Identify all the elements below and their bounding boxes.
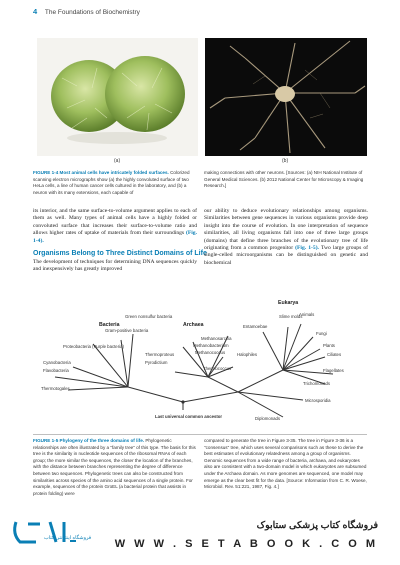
root-node <box>181 400 184 403</box>
body-right-text-1: our ability to deduce evolutionary relationships among organisms. Similarities between gene sequences in various organisms provide deep insight into the course of evolution. In one interpretation of sequence similarities, all living organisms fall into one of three large groups (domains) that define three branches of the evolutionary tree of life originating from a common progenitor <box>204 208 368 252</box>
domain-label-bacteria: Bacteria <box>99 322 120 328</box>
taxon-proteobacteria: Proteobacteria (Purple bacteria) <box>63 344 124 349</box>
body-right-paragraph-1 <box>204 208 368 267</box>
phylogenetic-tree <box>33 292 367 432</box>
taxon-methanococcus: Methanococcus <box>195 350 226 355</box>
taxon-methanosarcina: Methanosarcina <box>201 336 232 341</box>
body-left-text-1: its interior, and the same surface-to-volume argument applies to each of them as well. Many types of animal cells have a highly folded or convoluted surface that increases their surface-to-volume ratio and allows higher rates of uptake of materials from their surroundings <box>33 208 197 237</box>
taxon-pyrodictium: Pyrodictium <box>145 360 168 365</box>
figure-1-4-caption-right: making connections with other neurons. [Sources: (a) NIH National Institute of General Medical Sciences. (b) 2012 National Center for Microscopy & Imaging Research.] <box>204 170 364 189</box>
taxon-plants: Plants <box>323 343 335 348</box>
taxon-cyanobacteria: Cyanobacteria <box>43 360 71 365</box>
hela-cells-micrograph <box>37 38 198 156</box>
publisher-url[interactable]: W W W . S E T A B O O K . C O M <box>114 538 378 550</box>
taxon-trichomonads: Trichomonads <box>303 381 331 386</box>
section-heading: Organisms Belong to Three Distinct Domains of Life <box>33 250 207 257</box>
figure-label-a: (a) <box>114 158 121 164</box>
publisher-name: فروشگاه کتاب پزشکی ستابوک <box>256 520 378 531</box>
root-label: Last universal common ancestor <box>155 414 223 419</box>
running-header <box>33 7 140 16</box>
figure-1-4-caption-title: FIGURE 1-4 Most animal cells have intricately folded surfaces. <box>33 170 169 175</box>
taxon-green-nonsulfur: Green nonsulfur bacteria <box>125 314 173 319</box>
book-title: The Foundations of Biochemistry <box>44 9 140 16</box>
neuron-micrograph <box>205 38 367 156</box>
body-left-paragraph-2: The development of techniques for determining DNA sequences quickly and inexpensively has greatly improved <box>33 259 197 273</box>
taxon-gram-positive: Gram-positive bacteria <box>105 328 149 333</box>
taxon-methanobacterium: Methanobacterium <box>193 343 229 348</box>
taxon-slime-molds: Slime molds <box>279 314 303 319</box>
setabook-logo <box>10 514 80 554</box>
figure-1-5-reference[interactable]: (Fig. 1-5). <box>295 245 319 252</box>
domain-label-eukarya: Eukarya <box>278 300 299 306</box>
taxon-animals: Animals <box>299 312 315 317</box>
caption-divider <box>33 434 367 435</box>
taxon-microsporidia: Microsporidia <box>305 398 331 403</box>
figure-label-b: (b) <box>282 158 289 164</box>
body-right-text-2: Two large groups of single-celled microorganisms can be distinguished on genetic and biochemical <box>204 245 368 266</box>
figure-1-5-caption-right: compared to generate the tree in Figure 3-35. The tree in Figure 3-36 is a "consensus" tree, which uses several comparisons such as these to derive the best estimates of evolutionary relatedness among a group of organisms. Genomic sequences from a wide range of bacteria, archaea, and eukaryotes also are consistent with a two-domain model in which eukaryotes are subsumed under the Archaea domain. As more genomes are sequenced, one model may emerge as the clear best fit for the data. [Source: Information from C. R. Woese, Microbiol. Rev. 51:221, 1987, Fig. 4.] <box>204 438 367 490</box>
body-left-paragraph-1 <box>33 208 197 245</box>
taxon-halophiles: Halophiles <box>237 352 258 357</box>
logo-caption: فروشگاه اینترنتی کتاب <box>44 535 92 541</box>
taxon-entamoebae: Entamoebae <box>243 324 268 329</box>
taxon-flagellates: Flagellates <box>323 368 344 373</box>
taxon-flavobacteria: Flavobacteria <box>43 368 69 373</box>
hela-cells-illustration <box>37 38 198 156</box>
figure-1-4-caption-text: Colorized scanning electron micrographs show (a) the highly convoluted surface of two HeLa cells, a line of human cancer cells cultured in the laboratory, and (b) a neuron with its many extensions, each capable of <box>33 170 190 195</box>
figure-1-5-caption-title: FIGURE 1-5 Phylogeny of the three domains of life. <box>33 438 145 443</box>
page-number: 4 <box>33 7 38 16</box>
figure-1-5-caption-text: Phylogenetic relationships are often illustrated by a "family tree" of this type. The basis for this tree is the similarity in nucleotide sequences of the ribosomal RNAs of each group; the more similar the sequences, the closer the location of the branches, with the distance between branches representing the degree of difference between two sequences. Phylogenetic trees can also be constructed from similarities across species of the amino acid sequences of a single protein. For example, sequences of the protein GroEL (a bacterial protein that assists in protein folding) were <box>33 438 196 496</box>
domain-label-archaea: Archaea <box>183 322 204 328</box>
taxon-ciliates: Ciliates <box>327 352 342 357</box>
figure-1-4-reference[interactable]: (Fig. 1-4). <box>33 230 197 244</box>
neuron-illustration <box>205 38 367 156</box>
taxon-thermoproteus: Thermoproteus <box>145 352 175 357</box>
figure-1-5-caption-left <box>33 438 196 497</box>
taxon-fungi: Fungi <box>316 331 327 336</box>
taxon-thermococcus: Thermococcus <box>203 366 232 371</box>
figure-1-4-caption-left <box>33 170 196 196</box>
taxon-diplomonads: Diplomonads <box>255 416 281 421</box>
taxon-thermotogales: Thermotogales <box>41 386 70 391</box>
